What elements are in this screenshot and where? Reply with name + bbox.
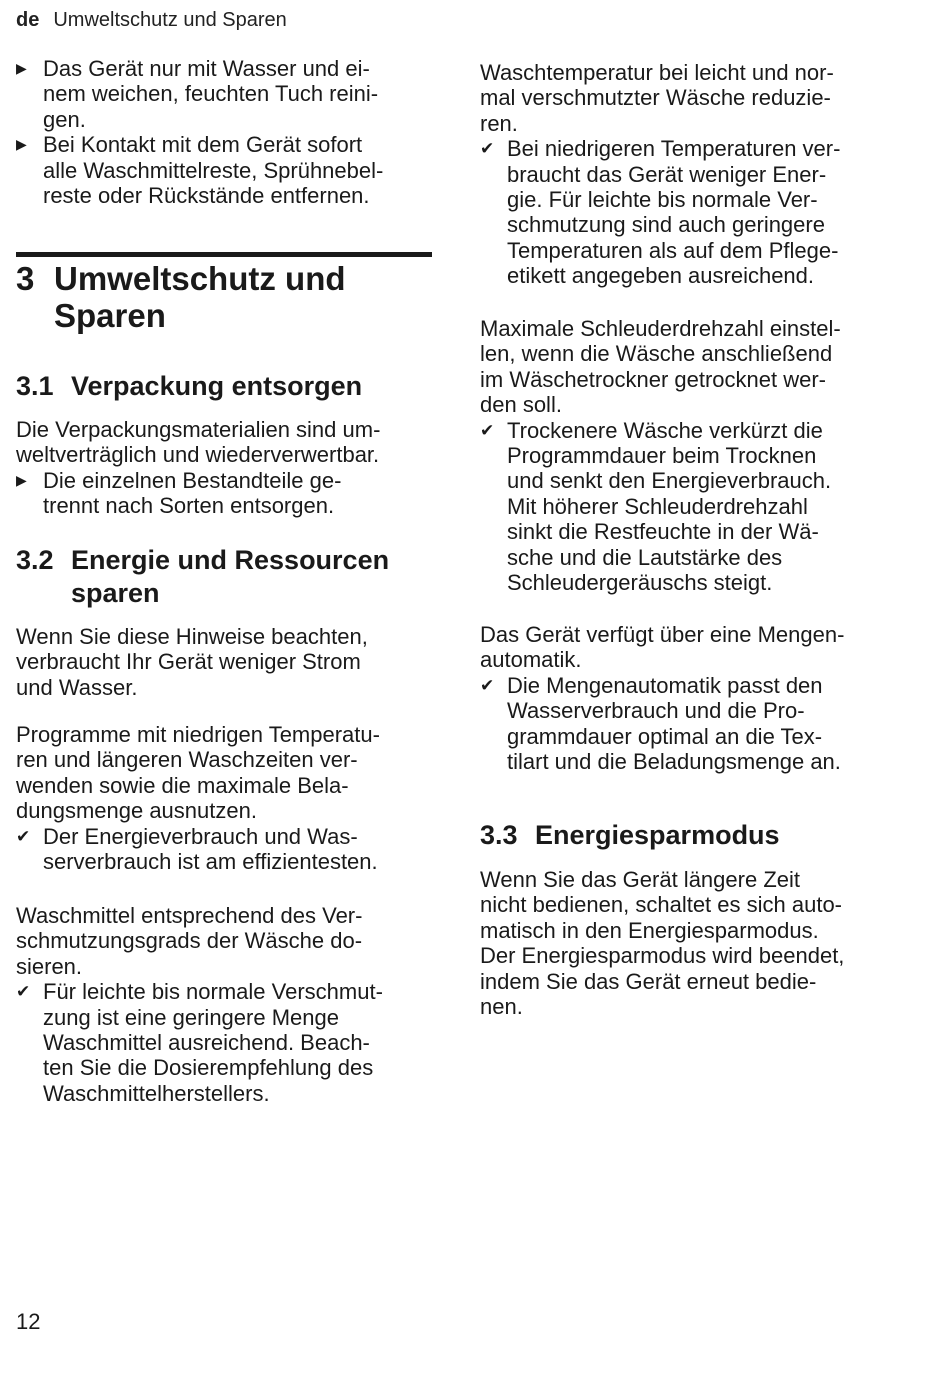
- line: gie. Für leichte bis normale Ver-: [507, 187, 818, 213]
- line: sinkt die Restfeuchte in der Wä-: [507, 519, 819, 545]
- line: alle Waschmittelreste, Sprühnebel-: [43, 157, 384, 183]
- line: schmutzungsgrads der Wäsche do-: [16, 928, 363, 954]
- line: Das Gerät nur mit Wasser und ei-: [43, 56, 370, 81]
- line: tilart und die Beladungsmenge an.: [507, 749, 841, 775]
- line: indem Sie das Gerät erneut bedie-: [480, 968, 817, 994]
- line: zung ist eine geringere Menge: [43, 1004, 339, 1030]
- line: ten Sie die Dosierempfehlung des: [43, 1055, 374, 1081]
- line: und senkt den Energieverbrauch.: [507, 468, 832, 494]
- line: Wenn Sie diese Hinweise beachten,: [16, 624, 368, 649]
- line: ren.: [480, 110, 518, 136]
- header-title: Umweltschutz und Sparen: [53, 9, 287, 31]
- line: dungsmenge ausnutzen.: [16, 798, 257, 824]
- line: Für leichte bis normale Verschmut-: [43, 979, 383, 1005]
- chapter-divider: [16, 252, 432, 257]
- line: mal verschmutzter Wäsche reduzie-: [480, 85, 831, 111]
- line: Schleudergeräuschs steigt.: [507, 570, 773, 596]
- list-item: [16, 824, 434, 875]
- line: Trockenere Wäsche verkürzt die: [507, 417, 823, 443]
- section-title: Energiesparmodus: [535, 820, 780, 850]
- line: und Wasser.: [16, 674, 138, 700]
- line: schmutzung sind auch geringere: [507, 212, 825, 238]
- line: gen.: [43, 106, 86, 132]
- list-item: [16, 132, 434, 208]
- line: Programme mit niedrigen Temperatu-: [16, 722, 380, 747]
- triangle-bullet-icon: ▶: [16, 471, 27, 488]
- line: Waschmittel entsprechend des Ver-: [16, 903, 363, 928]
- paragraph: [16, 722, 434, 874]
- paragraph: [480, 316, 920, 595]
- line: Bei Kontakt mit dem Gerät sofort: [43, 132, 363, 158]
- paragraph: [480, 867, 920, 1019]
- list-item: [16, 979, 434, 1106]
- line: Die einzelnen Bestandteile ge-: [43, 467, 342, 493]
- line: nen.: [480, 994, 523, 1020]
- line: grammdauer optimal an die Tex-: [507, 723, 823, 749]
- section-heading-3-1: [16, 370, 434, 403]
- language-code: de: [16, 9, 40, 31]
- line: ren und längeren Waschzeiten ver-: [16, 747, 358, 773]
- checkmark-icon: ✔: [480, 675, 495, 695]
- line: serverbrauch ist am effizientesten.: [43, 849, 378, 875]
- line: den soll.: [480, 392, 562, 418]
- line: Die Mengenautomatik passt den: [507, 672, 823, 698]
- line: nicht bedienen, schaltet es sich auto-: [480, 892, 843, 918]
- list-item: [480, 418, 920, 596]
- line: Der Energiesparmodus wird beendet,: [480, 943, 845, 969]
- section-number: 3.2: [16, 545, 54, 575]
- section-title-line: Energie und Ressourcen: [71, 545, 390, 575]
- line: braucht das Gerät weniger Ener-: [507, 161, 827, 187]
- line: Wenn Sie das Gerät längere Zeit: [480, 867, 800, 892]
- checkmark-icon: ✔: [480, 139, 495, 159]
- triangle-bullet-icon: ▶: [16, 136, 27, 153]
- section-title-line: sparen: [71, 578, 160, 608]
- line: im Wäschetrockner getrocknet wer-: [480, 366, 826, 392]
- triangle-bullet-icon: ▶: [16, 60, 27, 76]
- line: trennt nach Sorten entsorgen.: [43, 493, 335, 519]
- checkmark-icon: ✔: [480, 420, 495, 440]
- line: automatik.: [480, 647, 582, 673]
- section-heading-3-3: [480, 819, 920, 852]
- line: verbraucht Ihr Gerät weniger Strom: [16, 649, 361, 675]
- line: Wasserverbrauch und die Pro-: [507, 698, 805, 724]
- line: Die Verpackungsmaterialien sind um-: [16, 417, 381, 442]
- section-number: 3.3: [480, 820, 518, 850]
- paragraph: [480, 60, 920, 289]
- line: Maximale Schleuderdrehzahl einstel-: [480, 316, 841, 341]
- checkmark-icon: ✔: [16, 826, 31, 846]
- line: nem weichen, feuchten Tuch reini-: [43, 81, 379, 107]
- line: reste oder Rückstände entfernen.: [43, 183, 370, 209]
- line: Der Energieverbrauch und Was-: [43, 823, 358, 849]
- section-number: 3.1: [16, 371, 54, 401]
- paragraph: [16, 624, 434, 700]
- line: Temperaturen als auf dem Pflege-: [507, 237, 839, 263]
- line: wenden sowie die maximale Bela-: [16, 772, 349, 798]
- list-item: [480, 673, 920, 775]
- section-title: Verpackung entsorgen: [71, 371, 363, 401]
- line: Bei niedrigeren Temperaturen ver-: [507, 136, 841, 162]
- section-3-1-text: [16, 417, 434, 519]
- list-item: [480, 136, 920, 288]
- line: Das Gerät verfügt über eine Mengen-: [480, 622, 845, 647]
- line: matisch in den Energiesparmodus.: [480, 917, 819, 943]
- chapter-title-line: Sparen: [54, 297, 166, 334]
- paragraph: [480, 622, 920, 774]
- line: Waschtemperatur bei leicht und nor-: [480, 60, 834, 85]
- line: Waschmittel ausreichend. Beach-: [43, 1030, 370, 1056]
- line: len, wenn die Wäsche anschließend: [480, 341, 833, 367]
- list-item: [16, 468, 434, 519]
- chapter-title-line: Umweltschutz und: [54, 260, 346, 297]
- chapter-number: 3: [16, 260, 35, 297]
- line: weltverträglich und wiederverwertbar.: [16, 442, 380, 468]
- line: sche und die Lautstärke des: [507, 544, 783, 570]
- list-item: [16, 56, 434, 132]
- checkmark-icon: ✔: [16, 982, 31, 1002]
- page-number: 12: [16, 1309, 41, 1334]
- chapter-title: [16, 260, 434, 334]
- line: sieren.: [16, 953, 83, 979]
- line: Waschmittelherstellers.: [43, 1080, 270, 1106]
- paragraph: [16, 903, 434, 1106]
- line: Mit höherer Schleuderdrehzahl: [507, 493, 808, 519]
- section-heading-3-2: [16, 544, 434, 610]
- intro-bullets: [16, 56, 434, 208]
- line: Programmdauer beim Trocknen: [507, 443, 817, 469]
- running-header: [16, 9, 287, 32]
- line: etikett angegeben ausreichend.: [507, 263, 815, 289]
